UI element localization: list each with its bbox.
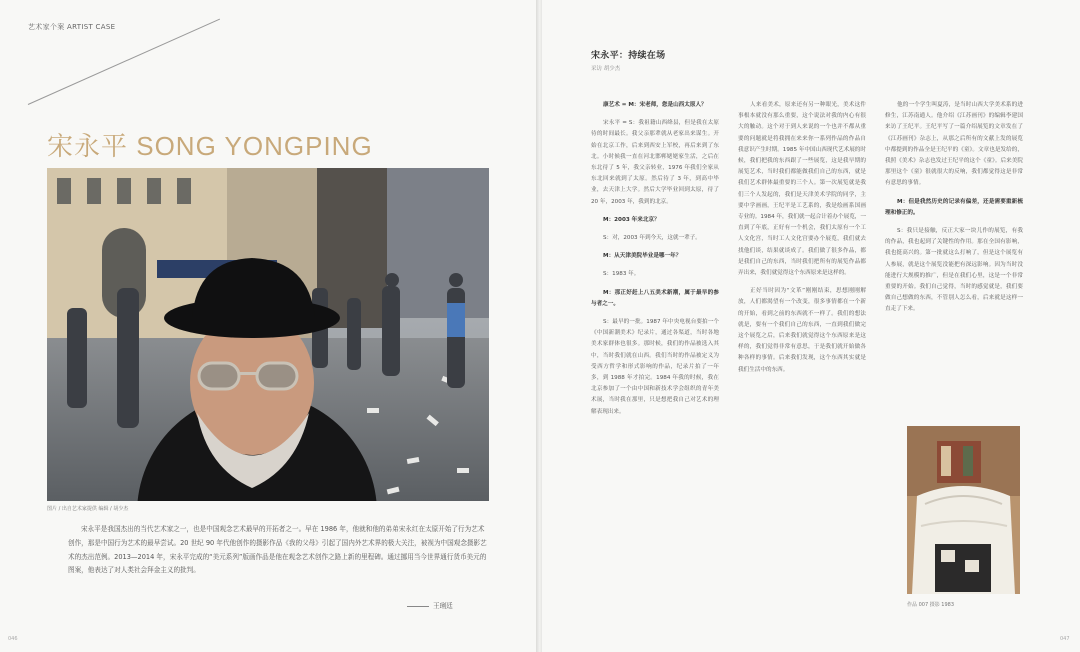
paragraph: M：从天津美院毕业是哪一年？ [603,253,682,260]
text-column-3 [885,100,1023,323]
text-column-2 [738,100,866,383]
signature-dash [407,606,429,607]
left-page [0,0,538,652]
street-scene-illustration [47,168,489,501]
paragraph: 正好当时因为“文革”刚刚结束，思想刚刚解放，人们都渴望有一个改变，很多事情都在一个新的开始，看到之前的东西就不一样了。我们的想法就是，要有一个我们自己的东西，一直到我们做完这个展览之后，后来我们就觉得这个东西原来是这样的，我们觉得非常有意思，于是我们就开始做各种各样的事情。后来我们发现，这个东西其实就是我们生活中的东西。 [738,288,866,373]
paragraph: S：对，2003 年到今天，这就一辈子。 [603,235,701,242]
paragraph: M：2003 年来北京？ [603,216,660,223]
signature-name: 王琍廷 [433,602,453,610]
page-number-left: 046 [8,636,18,642]
section-header: 艺术家个案 ARTIST CASE [28,23,116,31]
paragraph: 康艺术 = M：宋老师，您是山西太原人？ [603,102,707,108]
paragraph: M：但是我然历史的记录有偏差，还是需要重新梳理和修正的。 [885,198,1023,216]
paragraph: S：我只是接触，反正大家一块儿作的展览，有我的作品，我也起到了关键性的作用。那在全国有影响，我也挺高兴的。第一批就这么打响了，但是这个展览有人参展，就是这个展览没能把有深远影响。因为当时没能进行大规模的推广，但是在我们心里，这是一个非常重要的开始。我们自己觉得，当时的感觉就是，我们要做自己想做的东西，不管别人怎么看，后来就是这样一直走了下来。 [885,228,1023,313]
artist-portrait-photo [47,168,489,501]
artist-name-title: 宋永平 SONG YONGPING [47,131,373,161]
paragraph: S：最早的一批。1987 年中央电视台要拍一个《中国新潮美术》纪录片，通过各渠道，当时各地美术家群体也很多。那时候，我们的作品被选入其中，当时我们就在山西。我们当时的作品被定义为受西方哲学和形式影响的作品，纪录片拍了一年多，到 1988 年才拍完。1984 年我的时候，我在北京参加了一个由中国和新技术学会组织的青年美术展，当时我在那里，只是想把我自己对艺术的理解表现出来。 [591,319,719,415]
artwork-caption: 作品 007 摄影 1983 [907,602,955,608]
text-column-1 [591,100,719,425]
right-page [542,0,1080,652]
paragraph: M：那正好赶上八五美术新潮，属于最早的参与者之一。 [591,289,719,307]
interview-title: 宋永平：持续在场 [591,51,666,61]
artwork-photo [907,426,1020,594]
paragraph: 宋永平 = S：我祖籍山西绛县，但是我在太原待的时间最长。我父亲那辈就从老家出来谋生。开始在北京工作，后来到西安上军校，再后来到了东北。小时候我一直在河北邯郸姥姥家生活，之后在东北待了 5 年，我父亲转业，1976 年我们全家从东北回来就到了太原。然后待了 3 年，到高中毕业，去天津上大学。然后大学毕业回到太原，待了 20 年，2003 年，我到的北京。 [591,120,719,205]
photo-caption: 图片 / 出自艺术家提供 编辑 / 胡少杰 [47,506,129,512]
page-number-right: 047 [1060,636,1070,642]
paragraph: 人来看美术，原来还有另一种眼光，美术这件事根本就没有那么重要，这个说法对我的内心有很大的触动。这个对于到人来说的一个也并不都从重要的问题就是将我拥在来来你一系列作品的作品自我意识产生时期。1985 年中国山西现代艺术展的时候，我们把我的东西跟了一些展览，这是我早期的展览艺术，当时我们都能做我们自己的东西，就是我们艺术群体最重要的三个人。第一次展览就是我们三个人发起的，我们是天津美术学院的同学，主要中学画画，王纪平是工艺系的，我是绘画系国画专业的。1984 年，我们就一起合计着办个展览，一直到了年底，正好有一个机会，我们太原有一个工人文化宫，当时工人文化宫要办个展览，我们就去找他们谈，结果就谈成了。我们做了很多作品，都是我们自己的东西，当时我们把所有的展览作品都弄出来，我们就觉得这个东西原来是这样的。 [738,102,866,277]
intro-paragraph: 宋永平是我国杰出的当代艺术家之一，也是中国观念艺术最早的开拓者之一。早在 1986 年，他就和他的弟弟宋永红在太原开始了行为艺术创作，那是中国行为艺术的最早尝试。20 世纪 90 年代他创作的摄影作品《我的父母》引起了国内外艺术界的极大关注，被视为中国观念摄影艺术的杰出范例。2013—2014 年，宋永平完成的“美元系列”版画作品是他在观念艺术创作之路上新的里程碑。通过挪用当今世界通行货币美元的图案，他表达了对人类社会拜金主义的批判。 [68,525,487,575]
interview-byline: 采访 胡少杰 [591,66,621,72]
vintage-photo-illustration [907,426,1020,594]
author-signature [407,600,453,610]
paragraph: 他的一个学生叫夏涛，是当时山西大学美术系的进修生，江苏南通人。他介绍《江苏画刊》的编辑李建国来访了王纪平。王纪平写了一篇介绍展览的文章发在了《江苏画刊》杂志上，从那之后所有的文献上发的展览中都提到的作品全是王纪平的《童》。文章也是发给的，我照《美术》杂志也发过王纪平的这个《童》。后来美院那里这个《童》很就很大的反响，我们都觉得这是非常有意思的事情。 [885,102,1023,187]
paragraph: S：1983 年。 [603,271,640,278]
